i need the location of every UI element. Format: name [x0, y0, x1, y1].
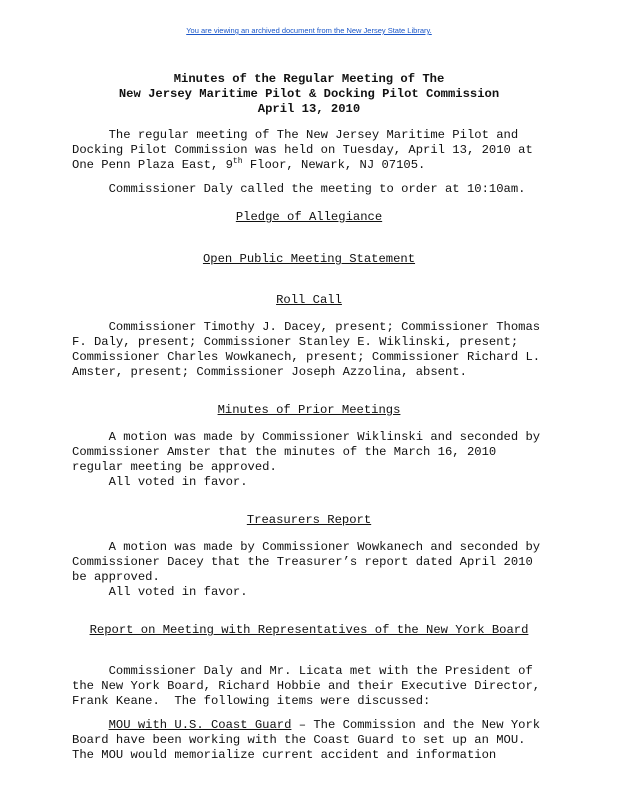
- mou-line-1: MOU with U.S. Coast Guard – The Commission and the New York: [108, 718, 541, 732]
- roll-call-line-3: Commissioner Charles Wowkanech, present; Commissioner Richard L.: [72, 350, 541, 364]
- title-line-2: New Jersey Maritime Pilot & Docking Pilot Commission: [118, 87, 500, 101]
- heading-open-public-meeting: Open Public Meeting Statement: [202, 252, 416, 266]
- archive-banner-link[interactable]: You are viewing an archived document from the New Jersey State Library.: [186, 26, 432, 35]
- heading-minutes: Minutes of Prior Meetings: [217, 403, 401, 417]
- treasurers-line-1: A motion was made by Commissioner Wowkanech and seconded by: [72, 540, 541, 554]
- heading-report-ny-board: Report on Meeting with Representatives of the New York Board: [89, 623, 529, 637]
- minutes-line-4: All voted in favor.: [72, 475, 248, 489]
- treasurers-line-2: Commissioner Dacey that the Treasurer’s report dated April 2010: [72, 555, 533, 569]
- minutes-line-2: Commissioner Amster that the minutes of the March 16, 2010: [72, 445, 497, 459]
- title-line-1: Minutes of the Regular Meeting of The: [173, 72, 445, 86]
- minutes-line-1: A motion was made by Commissioner Wiklinski and seconded by: [72, 430, 541, 444]
- ordinal-superscript: th: [232, 156, 243, 166]
- report-line-1: Commissioner Daly and Mr. Licata met with the President of: [72, 664, 533, 678]
- treasurers-line-3: be approved.: [72, 570, 160, 584]
- heading-roll-call: Roll Call: [276, 293, 342, 307]
- mou-line-2: Board have been working with the Coast Guard to set up an MOU.: [72, 733, 526, 747]
- heading-pledge: Pledge of Allegiance: [235, 210, 383, 224]
- intro-line-3: One Penn Plaza East, 9th Floor, Newark, NJ 07105.: [72, 156, 426, 172]
- roll-call-line-2: F. Daly, present; Commissioner Stanley E. Wiklinski, present;: [72, 335, 519, 349]
- roll-call-line-1: Commissioner Timothy J. Dacey, present; Commissioner Thomas: [72, 320, 541, 334]
- title-line-3: April 13, 2010: [257, 102, 361, 116]
- roll-call-line-4: Amster, present; Commissioner Joseph Azzolina, absent.: [72, 365, 467, 379]
- intro-line-1: The regular meeting of The New Jersey Maritime Pilot and: [72, 128, 519, 142]
- mou-label: MOU with U.S. Coast Guard: [108, 718, 292, 732]
- report-line-2: the New York Board, Richard Hobbie and their Executive Director,: [72, 679, 541, 693]
- intro-line-2: Docking Pilot Commission was held on Tuesday, April 13, 2010 at: [72, 143, 533, 157]
- mou-line-3: The MOU would memorialize current accident and information: [72, 748, 497, 762]
- minutes-line-3: regular meeting be approved.: [72, 460, 277, 474]
- call-to-order: Commissioner Daly called the meeting to order at 10:10am.: [72, 182, 526, 196]
- treasurers-line-4: All voted in favor.: [72, 585, 248, 599]
- report-line-3: Frank Keane. The following items were discussed:: [72, 694, 431, 708]
- heading-treasurers-report: Treasurers Report: [246, 513, 372, 527]
